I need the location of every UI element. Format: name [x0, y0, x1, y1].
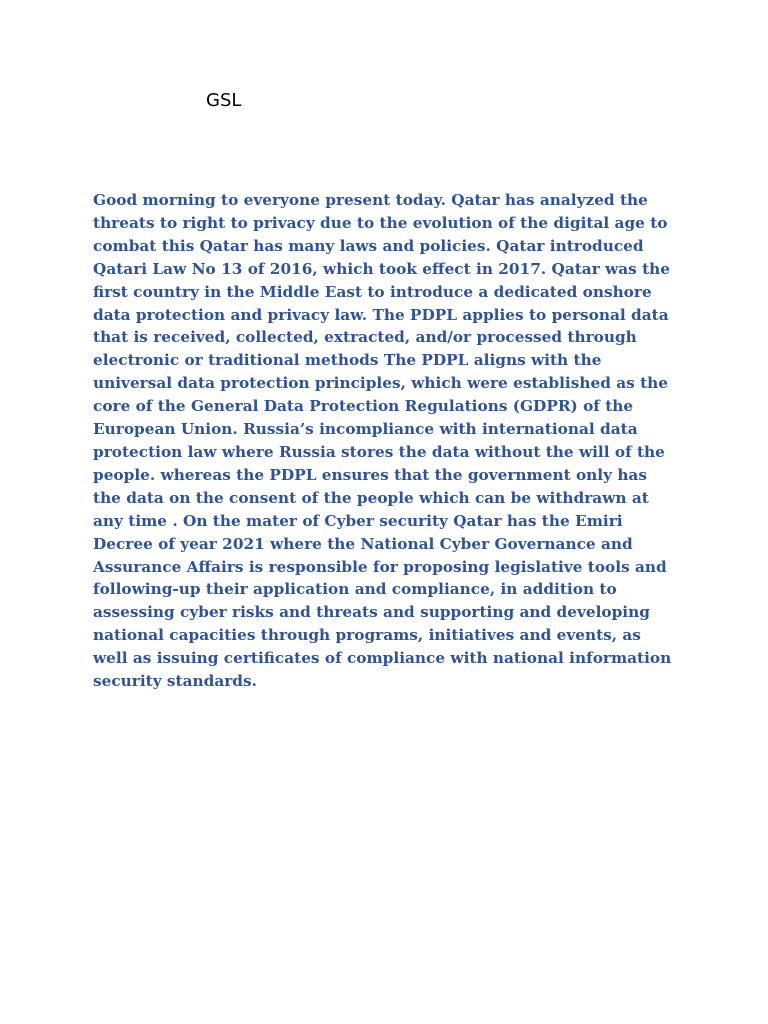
- document-heading: GSL: [206, 90, 242, 111]
- speech-paragraph: Good morning to everyone present today. Qatar has analyzed the threats to right to privacy due to the evolution of the digital age to combat this Qatar has many laws and policies. Qatar introduced Qatari Law No 13 of 2016, which took effect in 2017. Qatar was the first country in the Middle East to introduce a dedicated onshore data protection and privacy law. The PDPL applies to personal data that is received, collected, extracted, and/or processed through electronic or traditional methods The PDPL aligns with the universal data protection principles, which were established as the core of the General Data Protection Regulations (GDPR) of the European Union. Russia’s incompliance with international data protection law where Russia stores the data without the will of the people. whereas the PDPL ensures that the government only has the data on the consent of the people which can be withdrawn at any time . On the mater of Cyber security Qatar has the Emiri Decree of year 2021 where the National Cyber Governance and Assurance Affairs is responsible for proposing legislative tools and following-up their application and compliance, in addition to assessing cyber risks and threats and supporting and developing national capacities through programs, initiatives and events, as well as issuing certificates of compliance with national information security standards.: [93, 191, 672, 691]
